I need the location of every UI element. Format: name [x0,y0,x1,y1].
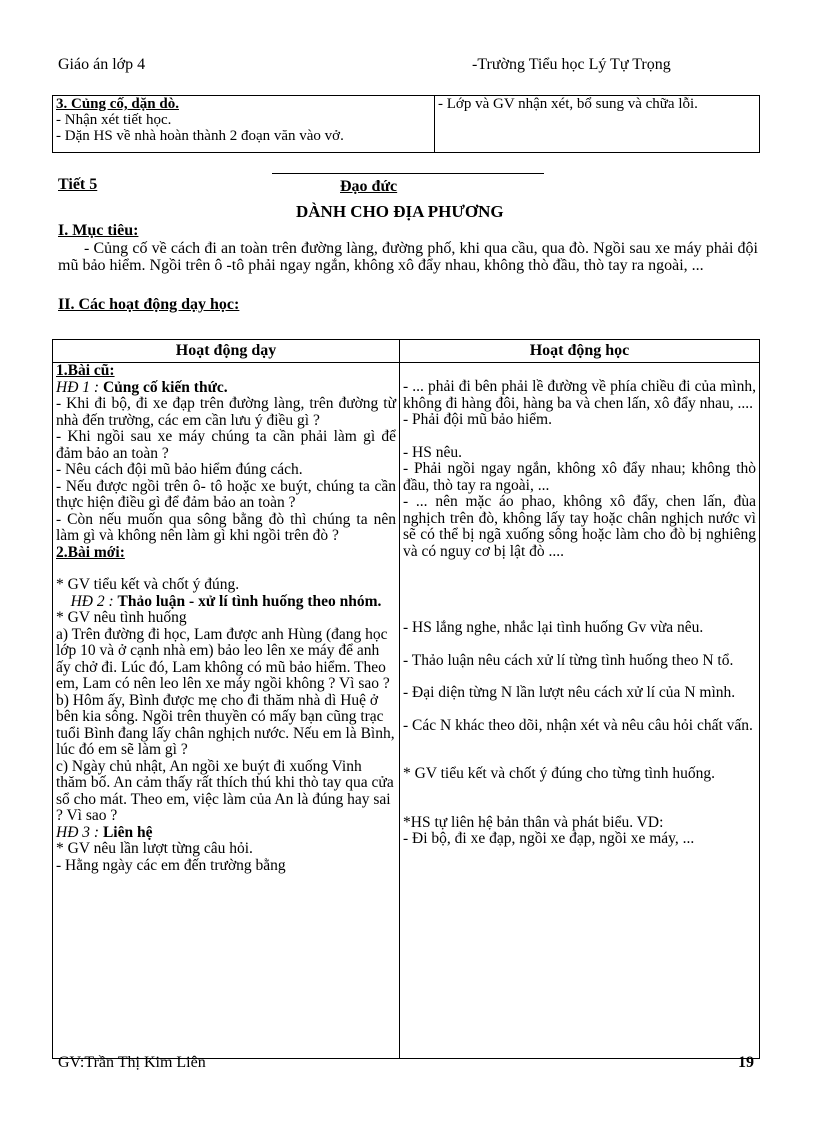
activity-2-heading [56,594,396,611]
summary-note: * GV tiểu kết và chốt ý đúng. [56,576,240,593]
spacer [403,783,756,815]
answer: * GV tiểu kết và chốt ý đúng cho từng tình huống. [403,765,716,782]
connection-item: * GV nêu lần lượt từng câu hỏi. [56,840,253,857]
spacer [403,734,756,766]
situation-c: c) Ngày chủ nhật, An ngồi xe buýt đi xuống Vinh thăm bố. An cảm thấy rất thích thú khi thò tay qua cửa sổ cho mát. Theo em, việc làm của An là đúng hay sai ? Vì sao ? [56,757,394,824]
lesson-title: DÀNH CHO ĐỊA PHƯƠNG [296,202,504,221]
answer: - HS nêu. [403,443,462,461]
period-label: Tiết 5 [58,176,98,193]
activity-tag: HĐ 2 : [70,592,114,610]
activity-title: Thảo luận - xử lí tình huống theo nhóm. [117,592,382,610]
activity-3-heading [56,825,396,842]
consolidation-response: - Lớp và GV nhận xét, bổ sung và chữa lỗi. [438,96,698,112]
student-activity-cell [400,363,760,1059]
spacer [403,637,756,653]
answer: - Đi bộ, đi xe đạp, ngồi xe đạp, ngồi xe máy, ... [403,830,695,847]
situation-a: a) Trên đường đi học, Lam được anh Hùng (đang học lớp 10 và ở cạnh nhà em) bảo leo lên xe máy để anh ấy chở đi. Lúc đó, Lam không có mũ bảo hiểm. Theo em, Lam có nên leo lên xe máy ngồi không ? Vì sao ? [56,625,390,692]
activity-title: Củng cố kiến thức. [102,378,228,396]
question: - Nêu cách đội mũ bảo hiểm đúng cách. [56,461,303,478]
question: - Khi đi bộ, đi xe đạp trên đường làng, trên đường từ nhà đến trường, các em cần lưu ý điều gì ? [56,395,396,429]
teacher-activity-cell [53,363,400,1059]
activity-title: Liên hệ [102,823,153,841]
footer-teacher-name: GV:Trần Thị Kim Liên [58,1054,206,1071]
spacer [403,363,756,379]
question: - Nếu được ngồi trên ô- tô hoặc xe buýt, chúng ta cần thực hiện điều gì để đảm bảo an toàn ? [56,477,396,511]
previous-lesson-table [52,95,760,153]
page-number: 19 [738,1054,754,1071]
answer: - Các N khác theo dõi, nhận xét và nêu câu hỏi chất vấn. [403,716,753,734]
activities-heading: II. Các hoạt động dạy học: [58,296,240,313]
answer: - HS lắng nghe, nhắc lại tình huống Gv vừa nêu. [403,619,704,636]
activity-1-heading [56,380,396,397]
objectives-text: - Củng cố về cách đi an toàn trên đường làng, đường phố, khi qua cầu, qua đò. Ngồi sau xe máy phải đội mũ bảo hiểm. Ngồi trên ô -tô phải ngay ngắn, không xô đẩy nhau, không thò đầu, thò tay ra ngoài, ... [58,240,758,274]
subject-divider [272,173,544,174]
consolidation-item: - Dặn HS về nhà hoàn thành 2 đoạn văn vào vở. [56,128,344,144]
answer: - Phải đội mũ bảo hiểm. [403,411,552,428]
consolidation-item: - Nhận xét tiết học. [56,112,172,128]
question: - Khi ngồi sau xe máy chúng ta cần phải làm gì để đảm bảo an toàn ? [56,428,396,462]
spacer [56,561,396,577]
previous-lesson-right-cell [435,96,760,153]
subject-label: Đạo đức [340,178,398,195]
activities-table [52,339,760,1059]
answer: - Phải ngồi ngay ngắn, không xô đẩy nhau; không thò đầu, thò tay ra ngoài, ... [403,460,756,494]
header-school-grade: Giáo án lớp 4 [58,56,146,73]
question: - Còn nếu muốn qua sông bằng đò thì chúng ta nên làm gì và không nên làm gì khi ngồi trên đò ? [56,510,396,544]
answer: - Thảo luận nêu cách xử lí từng tình huống theo N tổ. [403,651,734,669]
connection-item: - Hằng ngày các em đến trường bằng [56,856,286,874]
situation-intro: * GV nêu tình huống [56,609,187,626]
spacer [403,429,756,445]
objectives-heading: I. Mục tiêu: [58,222,139,239]
activity-tag: HĐ 1 : [56,378,100,396]
spacer [403,702,756,718]
previous-lesson-left-cell [53,96,435,153]
answer: - ... phải đi bên phải lề đường về phía chiều đi của mình, không đi hàng đôi, hàng ba và chen lấn, xô đẩy nhau, .... [403,378,756,412]
teacher-activity-header: Hoạt động dạy [53,340,400,363]
student-activity-header: Hoạt động học [400,340,760,363]
consolidation-heading: 3. Củng cố, dặn dò. [56,96,179,112]
situation-b: b) Hôm ấy, Bình được mẹ cho đi thăm nhà dì Huệ ở bên kia sông. Ngồi trên thuyền có mấy bạn cũng trạc tuổi Bình đang lấy chân nghịch nước. Nếu em là Bình, lúc đó em sẽ làm gì ? [56,691,395,758]
answer: *HS tự liên hệ bản thân và phát biểu. VD: [403,813,664,831]
header-school-name: -Trường Tiểu học Lý Tự Trọng [472,56,671,73]
spacer [403,669,756,685]
spacer [403,560,756,620]
new-lesson-heading: 2.Bài mới: [56,543,125,561]
old-lesson-heading: 1.Bài cũ: [56,362,115,379]
answer: - Đại diện từng N lần lượt nêu cách xử lí của N mình. [403,684,736,701]
activity-tag: HĐ 3 : [56,823,100,841]
answer: - ... nên mặc áo phao, không xô đẩy, chen lấn, đùa nghịch trên đò, không lấy tay hoặc chân nghịch nước vì sẽ có thể bị ngã xuống sông hoặc làm cho đò bị nghiêng và có nguy cơ bị lật đò .... [403,493,756,560]
